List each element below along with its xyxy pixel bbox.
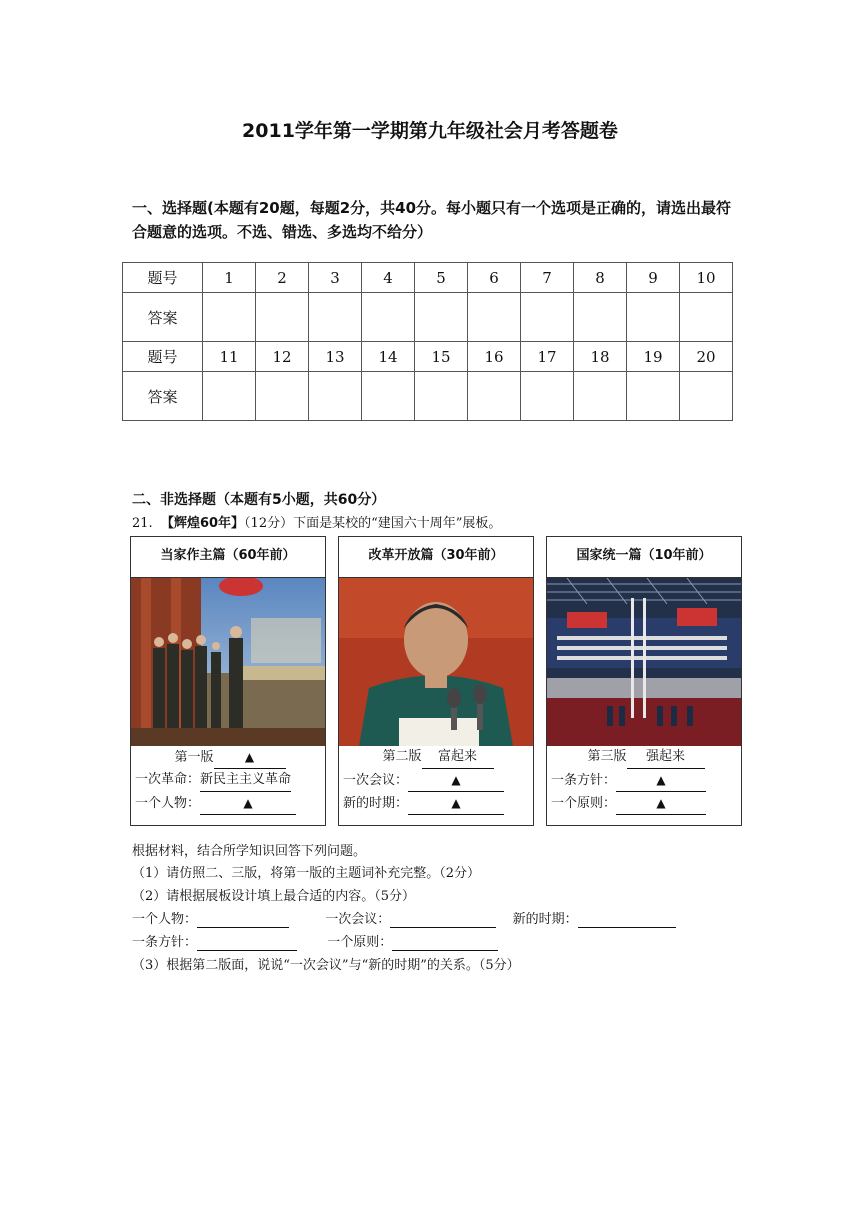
answer-blank[interactable]: ▲ — [616, 769, 706, 792]
panel-label: 第一版 — [174, 750, 214, 765]
answer-cell[interactable] — [256, 293, 309, 342]
question-number: 2 — [256, 263, 309, 293]
question-number: 5 — [415, 263, 468, 293]
founding-ceremony-painting — [131, 578, 325, 746]
question-number: 10 — [680, 263, 733, 293]
question-number: 16 — [468, 342, 521, 372]
question-number: 3 — [309, 263, 362, 293]
answer-cell[interactable] — [680, 293, 733, 342]
answer-cell[interactable] — [574, 372, 627, 421]
field-label: 一条方针： — [132, 935, 198, 950]
answer-cell[interactable] — [680, 372, 733, 421]
panel-line-3 — [551, 792, 741, 815]
question-number: 1 — [203, 263, 256, 293]
exhibit-panel-1 — [130, 536, 326, 826]
panel-line-1 — [135, 746, 325, 769]
field-label: 一个人物： — [132, 912, 198, 927]
answer-cell[interactable] — [468, 293, 521, 342]
policy-answer-blank[interactable] — [197, 935, 297, 951]
field-label: 新的时期： — [512, 912, 578, 927]
answer-cell[interactable] — [521, 372, 574, 421]
panel-line-3 — [135, 792, 325, 815]
principle-answer-blank[interactable] — [392, 935, 498, 951]
question-number: 20 — [680, 342, 733, 372]
answer-cell[interactable] — [468, 372, 521, 421]
page-title: 2011学年第一学期第九年级社会月考答题卷 — [242, 120, 618, 142]
answer-table — [122, 262, 733, 421]
panel-line-2 — [343, 769, 533, 792]
field-label: 一次会议： — [325, 912, 391, 927]
answer-cell[interactable] — [574, 293, 627, 342]
panel-line-1 — [551, 746, 741, 769]
question-number: 6 — [468, 263, 521, 293]
answer-blank[interactable]: ▲ — [200, 792, 296, 815]
table-row — [123, 372, 733, 421]
answer-blank[interactable]: ▲ — [408, 792, 504, 815]
period-answer-blank[interactable] — [578, 912, 676, 928]
answer-blank[interactable]: ▲ — [408, 769, 504, 792]
question-number: 14 — [362, 342, 415, 372]
answer-cell[interactable] — [627, 293, 680, 342]
question-1: （1）请仿照二、三版，将第一版的主题词补充完整。（2分） — [132, 866, 481, 881]
question-tag: 【辉煌60年】 — [160, 516, 245, 531]
answer-cell[interactable] — [627, 372, 680, 421]
question-number: 19 — [627, 342, 680, 372]
panel-theme: 强起来 — [627, 746, 705, 769]
panel-label: 新的时期： — [343, 796, 409, 811]
question-number: 21. — [132, 516, 153, 531]
question-number: 15 — [415, 342, 468, 372]
answer-blank[interactable]: ▲ — [616, 792, 706, 815]
answer-cell[interactable] — [203, 372, 256, 421]
panel-line-3 — [343, 792, 533, 815]
row-label-answer: 答案 — [123, 372, 203, 421]
panel-label: 一次会议： — [343, 773, 409, 788]
panel-line-1 — [343, 746, 533, 769]
question-number: 11 — [203, 342, 256, 372]
question-number: 4 — [362, 263, 415, 293]
section1-heading: 一、选择题(本题有20题，每题2分，共40分。每小题只有一个选项是正确的，请选出最符合题意的选项。不选、错选、多选均不给分） — [132, 199, 732, 241]
panel-label: 一条方针： — [551, 773, 617, 788]
person-answer-blank[interactable] — [197, 912, 289, 928]
table-row — [123, 263, 733, 293]
question-number: 18 — [574, 342, 627, 372]
section2-heading: 二、非选择题（本题有5小题，共60分） — [132, 492, 386, 508]
panel-header: 国家统一篇（10年前） — [547, 537, 741, 578]
panel-line-2 — [135, 769, 325, 792]
question-21-prompt — [132, 512, 501, 531]
meeting-answer-blank[interactable] — [390, 912, 496, 928]
question-3: （3）根据第二版面，说说“一次会议”与“新的时期”的关系。（5分） — [132, 958, 520, 973]
handover-ceremony-photo — [547, 578, 741, 746]
question-number: 12 — [256, 342, 309, 372]
answer-cell[interactable] — [309, 372, 362, 421]
exhibit-panel-2 — [338, 536, 534, 826]
answer-cell[interactable] — [309, 293, 362, 342]
panel-line-2 — [551, 769, 741, 792]
question-number: 17 — [521, 342, 574, 372]
answer-cell[interactable] — [256, 372, 309, 421]
exhibit-panel-3 — [546, 536, 742, 826]
table-row — [123, 342, 733, 372]
question-number: 9 — [627, 263, 680, 293]
panel-label: 一次革命： — [135, 772, 201, 787]
question-2: （2）请根据展板设计填上最合适的内容。（5分） — [132, 889, 416, 904]
fill-row-2 — [132, 931, 498, 951]
answer-cell[interactable] — [362, 372, 415, 421]
answer-cell[interactable] — [415, 372, 468, 421]
fill-row-1 — [132, 908, 676, 928]
field-label: 一个原则： — [327, 935, 393, 950]
table-row — [123, 293, 733, 342]
panel-label: 第三版 — [587, 749, 627, 764]
panel-header: 改革开放篇（30年前） — [339, 537, 533, 578]
row-label-answer: 答案 — [123, 293, 203, 342]
question-number: 8 — [574, 263, 627, 293]
answer-blank[interactable]: ▲ — [214, 746, 286, 769]
answer-cell[interactable] — [415, 293, 468, 342]
speaker-portrait-photo — [339, 578, 533, 746]
panel-label: 一个人物： — [135, 796, 201, 811]
panel-label: 第二版 — [382, 749, 422, 764]
row-label-number: 题号 — [123, 263, 203, 293]
panel-theme: 富起来 — [422, 746, 494, 769]
row-label-number: 题号 — [123, 342, 203, 372]
answer-cell[interactable] — [521, 293, 574, 342]
question-number: 13 — [309, 342, 362, 372]
panel-value: 新民主主义革命 — [200, 769, 291, 792]
answer-cell[interactable] — [203, 293, 256, 342]
question-number: 7 — [521, 263, 574, 293]
panel-header: 当家作主篇（60年前） — [131, 537, 325, 578]
answer-cell[interactable] — [362, 293, 415, 342]
questions-intro: 根据材料，结合所学知识回答下列问题。 — [132, 844, 367, 859]
question-text: （12分）下面是某校的“建国六十周年”展板。 — [244, 516, 502, 531]
panel-label: 一个原则： — [551, 796, 617, 811]
